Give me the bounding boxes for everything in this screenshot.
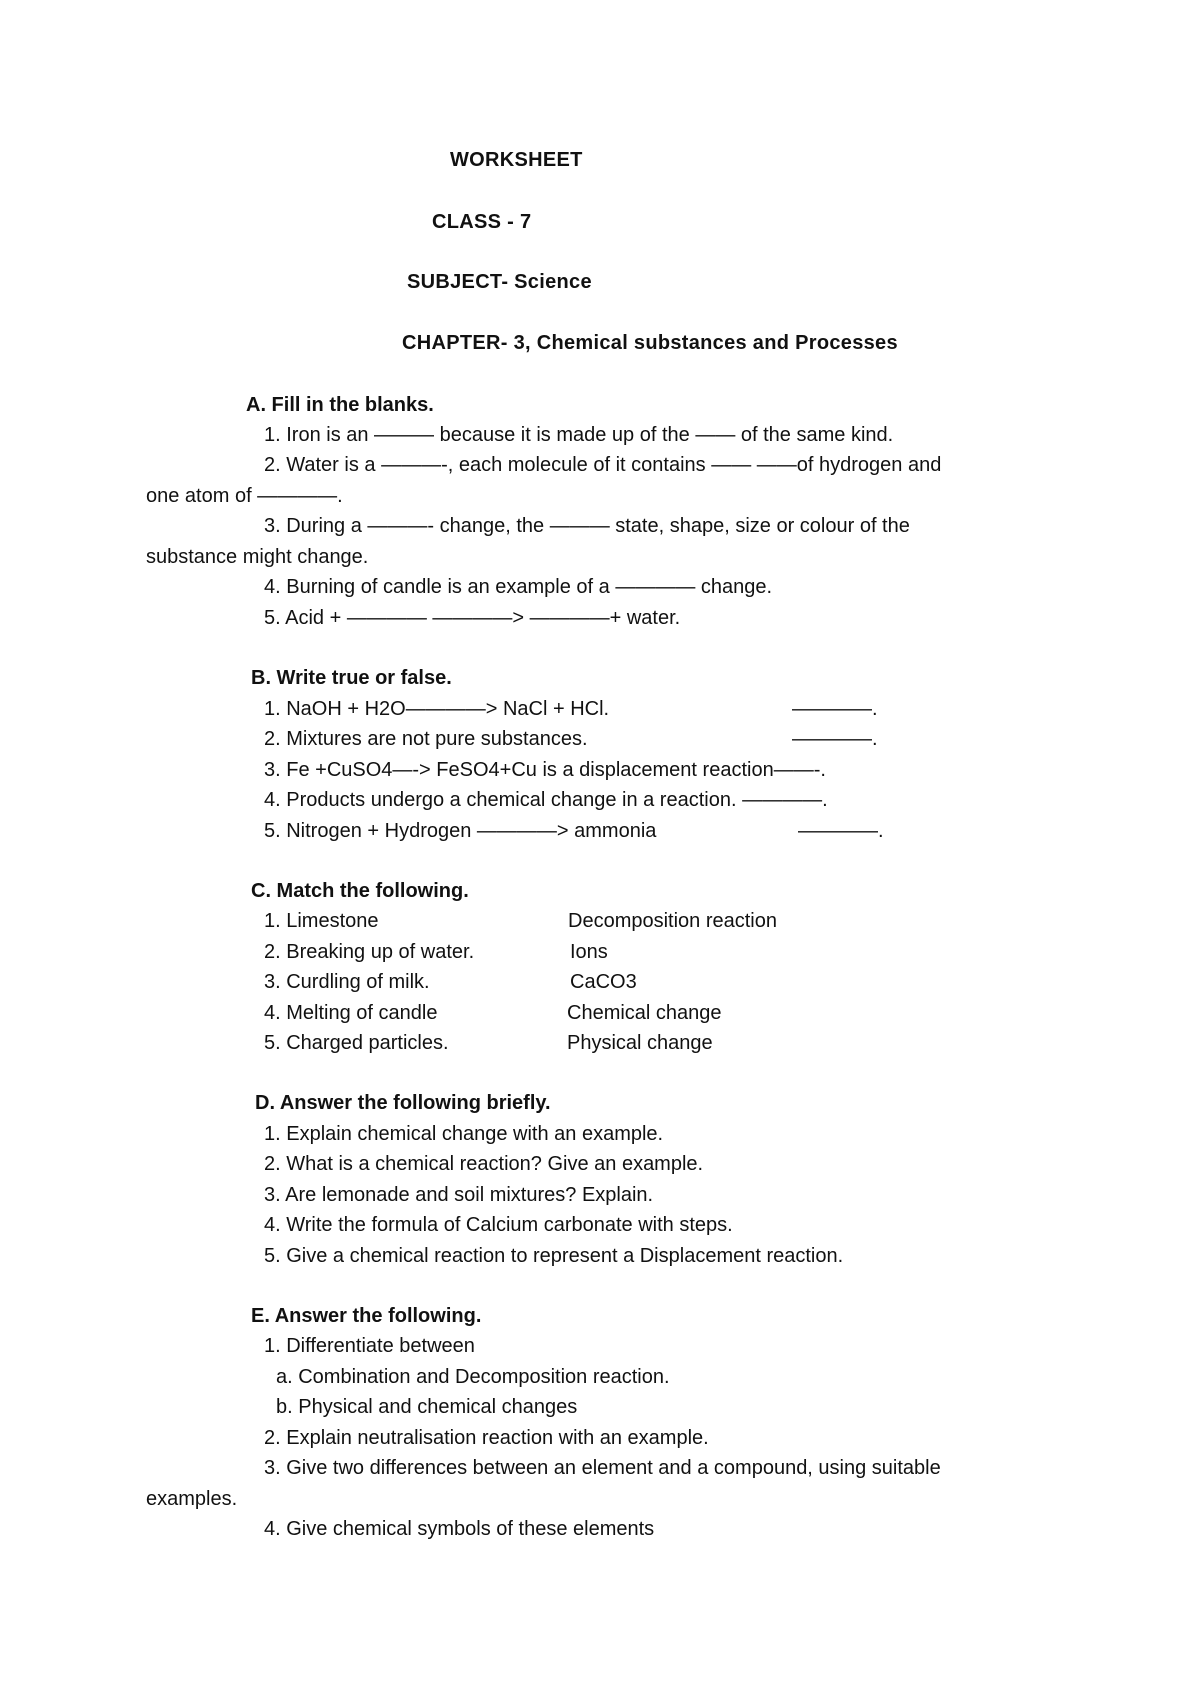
section-a-q2-cont: one atom of ————. [146,485,343,507]
class-label: CLASS - 7 [432,211,532,233]
section-a-q5: 5. Acid + ———— ————> ————+ water. [264,607,681,629]
match-left-2: 2. Breaking up of water. [264,941,475,963]
match-right-1: Decomposition reaction [568,910,777,932]
match-right-2: Ions [570,941,608,963]
section-d-q3: 3. Are lemonade and soil mixtures? Explain. [264,1184,654,1206]
section-b-q2-blank: ————. [792,728,878,750]
match-left-5: 5. Charged particles. [264,1032,449,1054]
section-a-q4: 4. Burning of candle is an example of a ———— change. [264,576,773,598]
section-e-q3-cont: examples. [146,1488,238,1510]
section-c-heading: C. Match the following. [251,880,469,902]
section-d-q4: 4. Write the formula of Calcium carbonate with steps. [264,1214,733,1236]
worksheet-title: WORKSHEET [450,149,583,171]
section-e-q1b: b. Physical and chemical changes [276,1396,578,1418]
section-a-q3-cont: substance might change. [146,546,369,568]
section-b-q4: 4. Products undergo a chemical change in a reaction. ————. [264,789,828,811]
section-e-heading: E. Answer the following. [251,1305,482,1327]
section-e-q3: 3. Give two differences between an element and a compound, using suitable [264,1457,941,1479]
subject-label: SUBJECT- Science [407,271,592,293]
section-d-q1: 1. Explain chemical change with an example. [264,1123,664,1145]
section-b-q1: 1. NaOH + H2O————> NaCl + HCl. [264,698,610,720]
chapter-label: CHAPTER- 3, Chemical substances and Processes [402,332,898,354]
match-left-4: 4. Melting of candle [264,1002,438,1024]
section-b-q5-blank: ————. [798,820,884,842]
section-d-heading: D. Answer the following briefly. [255,1092,551,1114]
match-left-1: 1. Limestone [264,910,379,932]
section-d-q5: 5. Give a chemical reaction to represent a Displacement reaction. [264,1245,844,1267]
section-e-q4: 4. Give chemical symbols of these elements [264,1518,655,1540]
section-a-heading: A. Fill in the blanks. [246,394,434,416]
section-b-q3: 3. Fe +CuSO4—-> FeSO4+Cu is a displacement reaction——-. [264,759,826,781]
section-a-q1: 1. Iron is an ——— because it is made up of the —— of the same kind. [264,424,894,446]
match-right-5: Physical change [567,1032,713,1054]
section-b-q1-blank: ————. [792,698,878,720]
section-e-q1: 1. Differentiate between [264,1335,475,1357]
match-right-3: CaCO3 [570,971,637,993]
section-a-q2: 2. Water is a ———-, each molecule of it contains —— ——of hydrogen and [264,454,942,476]
section-d-q2: 2. What is a chemical reaction? Give an example. [264,1153,704,1175]
section-e-q2: 2. Explain neutralisation reaction with an example. [264,1427,709,1449]
section-e-q1a: a. Combination and Decomposition reaction. [276,1366,670,1388]
match-left-3: 3. Curdling of milk. [264,971,430,993]
section-a-q3: 3. During a ———- change, the ——— state, shape, size or colour of the [264,515,910,537]
section-b-q5: 5. Nitrogen + Hydrogen ————> ammonia [264,820,657,842]
section-b-q2: 2. Mixtures are not pure substances. [264,728,588,750]
section-b-heading: B. Write true or false. [251,667,452,689]
match-right-4: Chemical change [567,1002,722,1024]
